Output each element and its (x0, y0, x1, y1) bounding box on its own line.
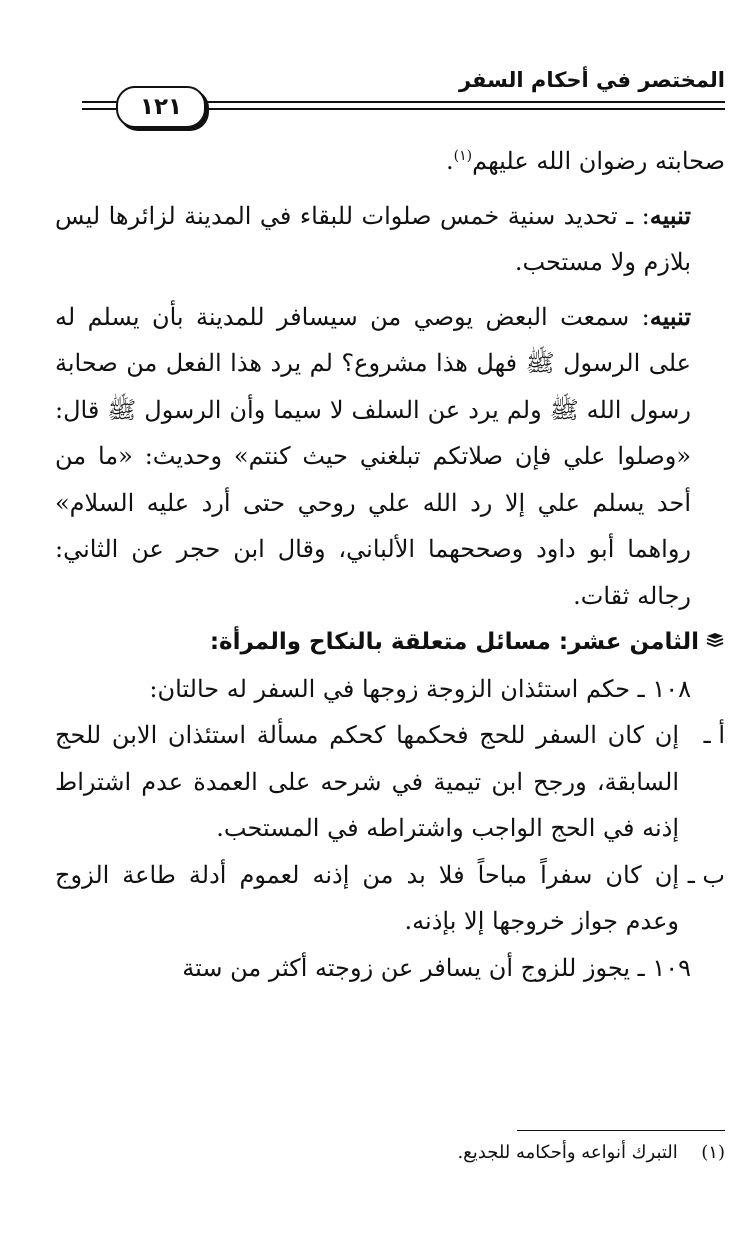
note-label-1: تنبيه (649, 200, 691, 230)
page-number: ١٢١ (116, 86, 206, 128)
paragraph-108: ١٠٨ ـ حكم استئذان الزوجة زوجها في السفر له حالتان: (149, 674, 691, 703)
paragraph-109: ١٠٩ ـ يجوز للزوج أن يسافر عن زوجته أكثر من ستة (182, 953, 691, 982)
footnote-divider (517, 1130, 725, 1131)
note-label-2: تنبيه (649, 301, 691, 331)
footnote-number: (١) (701, 1142, 725, 1163)
section-heading (55, 619, 725, 666)
list-item-a-text: إن كان السفر للحج فحكمها كحكم مسألة استئذان الابن للحج السابقة، ورجح ابن تيمية في شرحه على العمدة عدم اشتراط إذنه في الحج الواجب واشتراطه في المستحب. (55, 721, 679, 843)
note-text-1: : ـ تحديد سنية خمس صلوات للبقاء في المدينة لزائرها ليس بلازم ولا مستحب. (55, 201, 691, 276)
note-paragraph-1 (55, 193, 725, 286)
footnote (457, 1142, 725, 1163)
list-item-b-text: إن كان سفراً مباحاً فلا بد من إذنه لعموم أدلة طاعة الزوج وعدم جواز خروجها إلا بإذنه. (55, 860, 679, 936)
note-text-2: : سمعت البعض يوصي من سيسافر للمدينة بأن يسلم له على الرسول ﷺ فهل هذا مشروع؟ لم يرد هذا الفعل من صحابة رسول الله ﷺ ولم يرد عن السلف لا سيما وأن الرسول ﷺ قال: «وصلوا علي فإن صلاتكم تبلغني حيث كنتم» وحديث: «ما من أحد يسلم علي إلا رد الله علي روحي حتى أرد عليه السلام» رواهما أبو داود وصححهما الألباني، وقال ابن حجر عن الثاني: رجاله ثقات. (55, 302, 691, 610)
list-item-a (55, 712, 725, 852)
list-item-a-label: أ ـ (703, 721, 725, 750)
note-paragraph-2 (55, 294, 725, 620)
list-item-b-label: ب ـ (687, 860, 725, 889)
running-title: المختصر في أحكام السفر (458, 68, 725, 92)
body-text (55, 138, 725, 991)
intro-end: . (446, 147, 454, 175)
paragraph-intro (55, 138, 725, 185)
book-icon (705, 619, 725, 666)
list-item-b (55, 852, 725, 945)
section-heading-text: الثامن عشر: مسائل متعلقة بالنكاح والمرأة: (209, 629, 699, 655)
footnote-text: التبرك أنواعه وأحكامه للجديع. (457, 1142, 678, 1163)
intro-text: صحابته رضوان الله عليهم (472, 147, 725, 175)
footnote-reference: (١) (453, 148, 473, 164)
